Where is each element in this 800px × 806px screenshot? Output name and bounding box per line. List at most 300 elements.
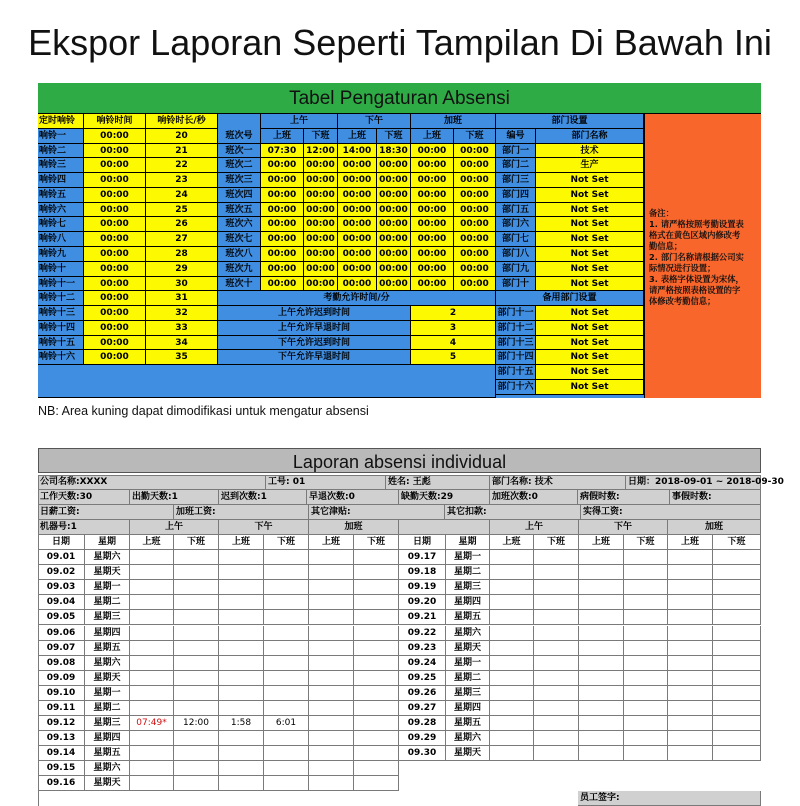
- bell-duration-field[interactable]: 33: [146, 321, 218, 336]
- note-line: 格式在黄色区域内修改考: [649, 230, 741, 240]
- department-code: 部门五: [496, 203, 536, 218]
- work-days: 工作天数:30: [38, 490, 130, 505]
- day-weekday: 星期天: [446, 746, 490, 761]
- bell-time-field[interactable]: 00:00: [84, 336, 146, 351]
- shift-time-field[interactable]: 00:00: [411, 158, 454, 173]
- day-time: [354, 565, 399, 580]
- bell-duration-field[interactable]: 23: [146, 173, 218, 188]
- bell-duration-field[interactable]: 31: [146, 291, 218, 306]
- day-weekday: 星期天: [85, 671, 130, 686]
- day-time: [174, 565, 219, 580]
- day-time: [354, 671, 399, 686]
- allowance-value-field[interactable]: 5: [411, 350, 496, 365]
- department-name-field[interactable]: Not Set: [536, 262, 644, 277]
- day-time: [130, 656, 174, 671]
- day-time: [354, 580, 399, 595]
- day-weekday: 星期一: [85, 580, 130, 595]
- day-date: 09.25: [399, 671, 446, 686]
- note-line: 勤信息；: [649, 241, 683, 251]
- shift-time-field[interactable]: 00:00: [377, 188, 411, 203]
- day-weekday: 星期六: [85, 761, 130, 776]
- shift-time-field[interactable]: 00:00: [377, 247, 411, 262]
- day-time: [309, 686, 354, 701]
- day-time: [713, 686, 761, 701]
- day-time: [354, 641, 399, 656]
- day-time: [668, 671, 713, 686]
- department-code: 部门六: [496, 217, 536, 232]
- spare-department-name-field[interactable]: Not Set: [536, 365, 644, 380]
- day-time: [309, 761, 354, 776]
- day-time: [219, 671, 264, 686]
- day-time: [309, 671, 354, 686]
- day-time: [354, 656, 399, 671]
- right-weekday-header: 星期: [446, 535, 490, 550]
- bell-name: 响铃六: [38, 203, 84, 218]
- day-time: [668, 716, 713, 731]
- day-time: [490, 626, 534, 641]
- day-time: [354, 701, 399, 716]
- shift-time-field[interactable]: 00:00: [377, 203, 411, 218]
- shift-time-field[interactable]: 07:30: [261, 144, 304, 159]
- day-time: [713, 550, 761, 565]
- department-name-field[interactable]: Not Set: [536, 217, 644, 232]
- bell-duration-field[interactable]: 34: [146, 336, 218, 351]
- bell-time-field[interactable]: 00:00: [84, 203, 146, 218]
- day-time: [624, 686, 668, 701]
- shift-time-field[interactable]: 00:00: [454, 217, 496, 232]
- header-off-duty: 下班: [377, 129, 411, 144]
- day-time: [309, 626, 354, 641]
- spare-department-code: 部门十三: [496, 336, 536, 351]
- shift-time-field[interactable]: 00:00: [377, 217, 411, 232]
- other-deduction: 其它扣款:: [445, 505, 581, 520]
- shift-time-field[interactable]: 14:00: [338, 144, 377, 159]
- bell-name: 响铃九: [38, 247, 84, 262]
- bell-name: 响铃八: [38, 232, 84, 247]
- bell-duration-field[interactable]: 27: [146, 232, 218, 247]
- shift-time-field[interactable]: 00:00: [377, 277, 411, 292]
- shift-time-field[interactable]: 00:00: [261, 158, 304, 173]
- day-time: [309, 776, 354, 791]
- department-name-field[interactable]: 技术: [536, 144, 644, 159]
- spare-department-name-field[interactable]: Not Set: [536, 336, 644, 351]
- day-time: [264, 641, 309, 656]
- day-time: [354, 746, 399, 761]
- day-weekday: 星期六: [446, 626, 490, 641]
- day-time: [264, 656, 309, 671]
- settings-note-panel: [644, 114, 761, 398]
- header-bell-duration: 响铃时长/秒: [146, 114, 218, 129]
- day-time: [219, 656, 264, 671]
- header-bell-time: 响铃时间: [84, 114, 146, 129]
- day-time: [579, 716, 624, 731]
- day-date: 09.05: [38, 610, 85, 625]
- day-time: [309, 610, 354, 625]
- attendance-settings-table: [38, 83, 761, 398]
- shift-name: 班次七: [218, 232, 261, 247]
- bell-time-field[interactable]: 00:00: [84, 350, 146, 365]
- day-time: [624, 671, 668, 686]
- day-time: [579, 550, 624, 565]
- bell-duration-field[interactable]: 30: [146, 277, 218, 292]
- day-time: [534, 656, 579, 671]
- shift-time-field[interactable]: 00:00: [411, 247, 454, 262]
- other-allowance: 其它津贴:: [309, 505, 445, 520]
- day-time: [579, 626, 624, 641]
- day-time: 12:00: [174, 716, 219, 731]
- day-time: [354, 776, 399, 791]
- day-time: [130, 746, 174, 761]
- day-time: [490, 731, 534, 746]
- spare-department-name-field[interactable]: Not Set: [536, 306, 644, 321]
- shift-time-field[interactable]: 00:00: [304, 217, 338, 232]
- day-time: [624, 626, 668, 641]
- day-weekday: 星期五: [446, 610, 490, 625]
- day-date: 09.14: [38, 746, 85, 761]
- day-time: [174, 550, 219, 565]
- day-time: [713, 565, 761, 580]
- day-time: [534, 641, 579, 656]
- shift-time-field[interactable]: 00:00: [338, 158, 377, 173]
- day-time: [264, 580, 309, 595]
- day-weekday: 星期二: [446, 671, 490, 686]
- shift-time-field[interactable]: 00:00: [304, 203, 338, 218]
- day-time: [309, 641, 354, 656]
- day-time: [713, 595, 761, 610]
- day-time: [713, 641, 761, 656]
- shift-time-field[interactable]: 00:00: [454, 232, 496, 247]
- day-time: [668, 550, 713, 565]
- header-on-duty: 上班: [338, 129, 377, 144]
- shift-time-field[interactable]: 00:00: [454, 247, 496, 262]
- day-time: [490, 595, 534, 610]
- bell-time-field[interactable]: 00:00: [84, 232, 146, 247]
- day-time: [713, 610, 761, 625]
- bell-duration-field[interactable]: 32: [146, 306, 218, 321]
- employee-no: 工号: 01: [266, 475, 386, 490]
- bell-duration-field[interactable]: 26: [146, 217, 218, 232]
- bell-duration-field[interactable]: 20: [146, 129, 218, 144]
- spare-department-code: 部门十一: [496, 306, 536, 321]
- note-line: 际情况进行设置；: [649, 263, 716, 273]
- shift-time-field[interactable]: 00:00: [261, 217, 304, 232]
- employee-name: 姓名: 王彪: [386, 475, 490, 490]
- day-time: [174, 656, 219, 671]
- shift-name: 班次三: [218, 173, 261, 188]
- allowance-value-field[interactable]: 4: [411, 336, 496, 351]
- shift-time-field[interactable]: 00:00: [411, 262, 454, 277]
- shift-time-field[interactable]: 00:00: [454, 277, 496, 292]
- shift-time-field[interactable]: 00:00: [338, 173, 377, 188]
- day-time: [174, 626, 219, 641]
- absent-days: 缺勤天数:29: [399, 490, 490, 505]
- bell-time-field[interactable]: 00:00: [84, 247, 146, 262]
- day-time: [174, 610, 219, 625]
- shift-time-field[interactable]: 00:00: [454, 262, 496, 277]
- shift-time-field[interactable]: 00:00: [454, 158, 496, 173]
- shift-time-field[interactable]: 00:00: [411, 217, 454, 232]
- day-time: [264, 671, 309, 686]
- note-line: 请严格按照表格设置的字: [649, 285, 741, 295]
- department-name-field[interactable]: Not Set: [536, 203, 644, 218]
- day-time: [264, 626, 309, 641]
- day-time: [130, 686, 174, 701]
- shift-time-field[interactable]: 12:00: [304, 144, 338, 159]
- bell-duration-field[interactable]: 35: [146, 350, 218, 365]
- day-weekday: 星期六: [85, 550, 130, 565]
- shift-time-field[interactable]: 00:00: [304, 232, 338, 247]
- bell-time-field[interactable]: 00:00: [84, 217, 146, 232]
- right-afternoon-header: 下午: [579, 520, 668, 535]
- shift-time-field[interactable]: 00:00: [411, 203, 454, 218]
- shift-time-field[interactable]: 00:00: [377, 173, 411, 188]
- spare-department-code: 部门十四: [496, 350, 536, 365]
- shift-time-field[interactable]: 00:00: [411, 277, 454, 292]
- late-count: 迟到次数:1: [219, 490, 307, 505]
- shift-time-field[interactable]: 00:00: [411, 173, 454, 188]
- day-time: [490, 641, 534, 656]
- department-code: 部门九: [496, 262, 536, 277]
- day-time: [579, 565, 624, 580]
- right-on-header: 上班: [579, 535, 624, 550]
- left-on-header: 上班: [130, 535, 174, 550]
- day-time: [579, 731, 624, 746]
- shift-time-field[interactable]: 00:00: [304, 277, 338, 292]
- day-time: [130, 610, 174, 625]
- day-time: [668, 686, 713, 701]
- shift-time-field[interactable]: 00:00: [338, 203, 377, 218]
- shift-time-field[interactable]: 00:00: [377, 158, 411, 173]
- department-name-field[interactable]: Not Set: [536, 232, 644, 247]
- attend-days: 出勤天数:1: [130, 490, 219, 505]
- day-time: [713, 671, 761, 686]
- shift-time-field[interactable]: 00:00: [304, 247, 338, 262]
- bell-time-field[interactable]: 00:00: [84, 158, 146, 173]
- shift-time-field[interactable]: 00:00: [411, 144, 454, 159]
- shift-time-field[interactable]: 00:00: [454, 203, 496, 218]
- shift-time-field[interactable]: 00:00: [411, 232, 454, 247]
- day-time: [713, 731, 761, 746]
- day-time: [534, 716, 579, 731]
- header-afternoon: 下午: [338, 114, 411, 129]
- company-name: 公司名称:XXXX: [38, 475, 266, 490]
- bell-time-field[interactable]: 00:00: [84, 144, 146, 159]
- shift-time-field[interactable]: 00:00: [261, 277, 304, 292]
- shift-time-field[interactable]: 18:30: [377, 144, 411, 159]
- department-code: 部门七: [496, 232, 536, 247]
- shift-time-field[interactable]: 00:00: [261, 247, 304, 262]
- note-line: 2. 部门名称请根据公司实: [649, 252, 744, 262]
- spare-department-name-field[interactable]: Not Set: [536, 321, 644, 336]
- shift-time-field[interactable]: 00:00: [304, 262, 338, 277]
- shift-time-field[interactable]: 00:00: [338, 277, 377, 292]
- shift-time-field[interactable]: 00:00: [261, 262, 304, 277]
- day-date: 09.07: [38, 641, 85, 656]
- bell-time-field[interactable]: 00:00: [84, 321, 146, 336]
- day-time: [579, 641, 624, 656]
- header-off-duty: 下班: [454, 129, 496, 144]
- day-time: [219, 761, 264, 776]
- day-date: 09.08: [38, 656, 85, 671]
- day-time: [174, 580, 219, 595]
- day-time: [130, 641, 174, 656]
- bell-duration-field[interactable]: 22: [146, 158, 218, 173]
- day-time: [219, 565, 264, 580]
- shift-time-field[interactable]: 00:00: [338, 188, 377, 203]
- day-time: [668, 701, 713, 716]
- shift-time-field[interactable]: 00:00: [338, 232, 377, 247]
- day-time: [130, 761, 174, 776]
- bell-time-field[interactable]: 00:00: [84, 188, 146, 203]
- spare-department-name-field[interactable]: Not Set: [536, 350, 644, 365]
- day-weekday: 星期天: [85, 565, 130, 580]
- day-time: [490, 580, 534, 595]
- overtime-wage: 加班工资:: [174, 505, 309, 520]
- left-overtime-header: 加班: [309, 520, 399, 535]
- department-name-field[interactable]: Not Set: [536, 247, 644, 262]
- department-name-field[interactable]: Not Set: [536, 277, 644, 292]
- shift-time-field[interactable]: 00:00: [261, 188, 304, 203]
- day-time: [219, 626, 264, 641]
- shift-name: 班次一: [218, 144, 261, 159]
- shift-time-field[interactable]: 00:00: [304, 188, 338, 203]
- shift-time-field[interactable]: 00:00: [261, 173, 304, 188]
- day-date: 09.15: [38, 761, 85, 776]
- day-time: [624, 610, 668, 625]
- shift-time-field[interactable]: 00:00: [454, 188, 496, 203]
- day-time: [534, 580, 579, 595]
- right-off-header: 下班: [534, 535, 579, 550]
- day-time: [579, 580, 624, 595]
- settings-filler: [38, 365, 496, 398]
- note-line: 备注：: [649, 208, 674, 218]
- note-line: 体修改考勤信息；: [649, 296, 716, 306]
- allowance-value-field[interactable]: 2: [411, 306, 496, 321]
- day-time: [264, 731, 309, 746]
- day-date: 09.16: [38, 776, 85, 791]
- shift-time-field[interactable]: 00:00: [454, 173, 496, 188]
- day-time: [713, 626, 761, 641]
- day-time: [130, 776, 174, 791]
- bell-time-field[interactable]: 00:00: [84, 173, 146, 188]
- shift-time-field[interactable]: 00:00: [338, 247, 377, 262]
- department-name-field[interactable]: Not Set: [536, 188, 644, 203]
- spare-department-name-field[interactable]: Not Set: [536, 380, 644, 395]
- shift-time-field[interactable]: 00:00: [304, 158, 338, 173]
- day-time: [668, 565, 713, 580]
- bell-duration-field[interactable]: 21: [146, 144, 218, 159]
- day-time: [668, 656, 713, 671]
- bell-name: 响铃一: [38, 129, 84, 144]
- bell-time-field[interactable]: 00:00: [84, 129, 146, 144]
- shift-time-field[interactable]: 00:00: [411, 188, 454, 203]
- allowance-label: 下午允许早退时间: [218, 350, 411, 365]
- day-weekday: 星期三: [85, 716, 130, 731]
- day-time: [264, 686, 309, 701]
- department-name-field[interactable]: Not Set: [536, 173, 644, 188]
- day-weekday: 星期四: [446, 701, 490, 716]
- right-on-header: 上班: [668, 535, 713, 550]
- day-time: [579, 746, 624, 761]
- header-overtime: 加班: [411, 114, 496, 129]
- day-time: 1:58: [219, 716, 264, 731]
- day-time: [264, 701, 309, 716]
- left-date-header: 日期: [38, 535, 85, 550]
- day-weekday: 星期三: [446, 686, 490, 701]
- day-weekday: 星期二: [85, 595, 130, 610]
- day-time: [490, 716, 534, 731]
- shift-time-field[interactable]: 00:00: [261, 203, 304, 218]
- day-time: [668, 580, 713, 595]
- report-title: Laporan absensi individual: [38, 448, 761, 473]
- allowance-label: 上午允许迟到时间: [218, 306, 411, 321]
- bell-time-field[interactable]: 00:00: [84, 262, 146, 277]
- shift-time-field[interactable]: 00:00: [377, 262, 411, 277]
- day-time: [624, 746, 668, 761]
- day-weekday: 星期三: [85, 610, 130, 625]
- early-count: 早退次数:0: [307, 490, 399, 505]
- day-time: [668, 641, 713, 656]
- shift-name: 班次六: [218, 217, 261, 232]
- department-code: 部门三: [496, 173, 536, 188]
- bell-name: 响铃十一: [38, 277, 84, 292]
- allowance-value-field[interactable]: 3: [411, 321, 496, 336]
- day-time: [219, 776, 264, 791]
- bell-time-field[interactable]: 00:00: [84, 291, 146, 306]
- bell-duration-field[interactable]: 28: [146, 247, 218, 262]
- shift-time-field[interactable]: 00:00: [304, 173, 338, 188]
- day-date: 09.17: [399, 550, 446, 565]
- bell-time-field[interactable]: 00:00: [84, 277, 146, 292]
- day-time: [130, 671, 174, 686]
- header-dept-code: 编号: [496, 129, 536, 144]
- day-date: 09.13: [38, 731, 85, 746]
- day-time: [713, 580, 761, 595]
- day-time: [264, 776, 309, 791]
- department-code: 部门八: [496, 247, 536, 262]
- day-time: [534, 626, 579, 641]
- bell-duration-field[interactable]: 29: [146, 262, 218, 277]
- day-date: 09.26: [399, 686, 446, 701]
- daily-wage: 日薪工资:: [38, 505, 174, 520]
- actual-wage: 实得工资:: [581, 505, 761, 520]
- right-overtime-header: 加班: [668, 520, 761, 535]
- day-time: [130, 595, 174, 610]
- bell-duration-field[interactable]: 24: [146, 188, 218, 203]
- bell-name: 响铃十: [38, 262, 84, 277]
- shift-time-field[interactable]: 00:00: [377, 232, 411, 247]
- day-weekday: 星期五: [446, 716, 490, 731]
- day-time: [174, 701, 219, 716]
- shift-time-field[interactable]: 00:00: [261, 232, 304, 247]
- day-time: [713, 746, 761, 761]
- day-time: [309, 716, 354, 731]
- bell-time-field[interactable]: 00:00: [84, 306, 146, 321]
- bell-duration-field[interactable]: 25: [146, 203, 218, 218]
- header-on-duty: 上班: [411, 129, 454, 144]
- day-time: [219, 686, 264, 701]
- day-time: [309, 656, 354, 671]
- shift-time-field[interactable]: 00:00: [454, 144, 496, 159]
- department-name-field[interactable]: 生产: [536, 158, 644, 173]
- bell-name: 响铃四: [38, 173, 84, 188]
- left-off-header: 下班: [264, 535, 309, 550]
- shift-time-field[interactable]: 00:00: [338, 217, 377, 232]
- overtime-count: 加班次数:0: [490, 490, 578, 505]
- bell-name: 响铃十六: [38, 350, 84, 365]
- shift-time-field[interactable]: 00:00: [338, 262, 377, 277]
- day-time: [264, 761, 309, 776]
